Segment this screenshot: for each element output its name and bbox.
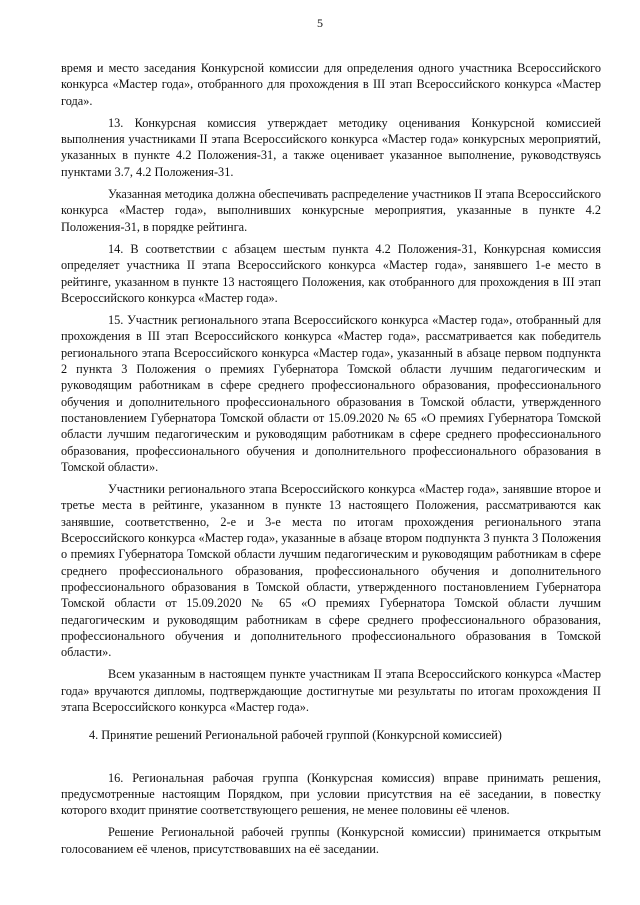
paragraph-16: 16. Региональная рабочая группа (Конкурсная комиссия) вправе принимать решения, предусмотренные настоящим Порядком, при условии присутствия на её заседании, в повестку которого входит принятие соответствующего решения, не менее половины её членов.	[61, 770, 601, 818]
page-number: 5	[317, 16, 323, 30]
document-body	[61, 60, 601, 863]
paragraph-diplomas: Всем указанным в настоящем пункте участникам II этапа Всероссийского конкурса «Мастер года» вручаются дипломы, подтверждающие достигнутые ми результаты по итогам прохождения II этапа Всероссийского конкурса «Мастер года».	[61, 667, 601, 714]
paragraph-participants-places: Участники регионального этапа Всероссийского конкурса «Мастер года», занявшие второе и третье места в рейтинге, указанном в пункте 13 настоящего Положения, рассматриваются как занявшие, соответственно, 2-е и 3-е места по итогам прохождения регионального этапа Всероссийского конкурса «Мастер года», указанные в абзаце втором подпункта 3 пункта 3 Положения о премиях Губернатора Томской области лучшим педагогическим и руководящим работникам в сфере среднего профессионального образования, профессионального обучения и дополнительного профессионального образования в Томской области, утвержденного постановлением Губернатора Томской области от 15.09.2020 № 65 «О премиях Губернатора Томской области лучшим педагогическим и руководящим работникам в сфере среднего профессионального образования, профессионального обучения и дополнительного профессионального образования в Томской области».	[61, 482, 601, 660]
section-heading: 4. Принятие решений Региональной рабочей группой (Конкурсной комиссией)	[89, 728, 502, 743]
paragraph-continuation: время и место заседания Конкурсной комиссии для определения одного участника Всероссийского конкурса «Мастер года», отобранного для прохождения в III этап Всероссийского конкурса «Мастер года».	[61, 61, 601, 108]
paragraph-voting: Решение Региональной рабочей группы (Конкурсной комиссии) принимается открытым голосованием её членов, присутствовавших на её заседании.	[61, 825, 601, 856]
paragraph-15: 15. Участник регионального этапа Всероссийского конкурса «Мастер года», отобранный для прохождения в III этап Всероссийского конкурса «Мастер года», рассматривается как победитель регионального этапа Всероссийского конкурса «Мастер года», указанный в абзаце первом подпункта 2 пункта 3 Положения о премиях Губернатора Томской области лучшим педагогическим и руководящим работникам в сфере среднего профессионального образования, профессионального обучения и дополнительного профессионального образования в Томской области, утвержденного постановлением Губернатора Томской области от 15.09.2020 № 65 «О премиях Губернатора Томской области лучшим педагогическим и руководящим работникам в сфере среднего профессионального образования, профессионального обучения и дополнительного профессионального образования в Томской области».	[61, 313, 601, 474]
paragraph-14: 14. В соответствии с абзацем шестым пункта 4.2 Положения-31, Конкурсная комиссия определяет участника II этапа Всероссийского конкурса «Мастер года», занявшего 1-е место в рейтинге, указанном в пункте 13 настоящего Положения, как отобранного для прохождения в III этап Всероссийского конкурса «Мастер года».	[61, 241, 601, 305]
paragraph-methodology: Указанная методика должна обеспечивать распределение участников II этапа Всероссийского конкурса «Мастер года», выполнивших конкурсные мероприятия, указанные в пункте 4.2 Положения-31, в порядке рейтинга.	[61, 187, 601, 234]
paragraph-13: 13. Конкурсная комиссия утверждает методику оценивания Конкурсной комиссией выполнения участниками II этапа Всероссийского конкурса «Мастер года» конкурсных мероприятий, указанных в пункте 4.2 Положения-31, а также оценивает указанное выполнение, руководствуясь пунктами 3.7, 4.2 Положения-31.	[61, 115, 601, 179]
